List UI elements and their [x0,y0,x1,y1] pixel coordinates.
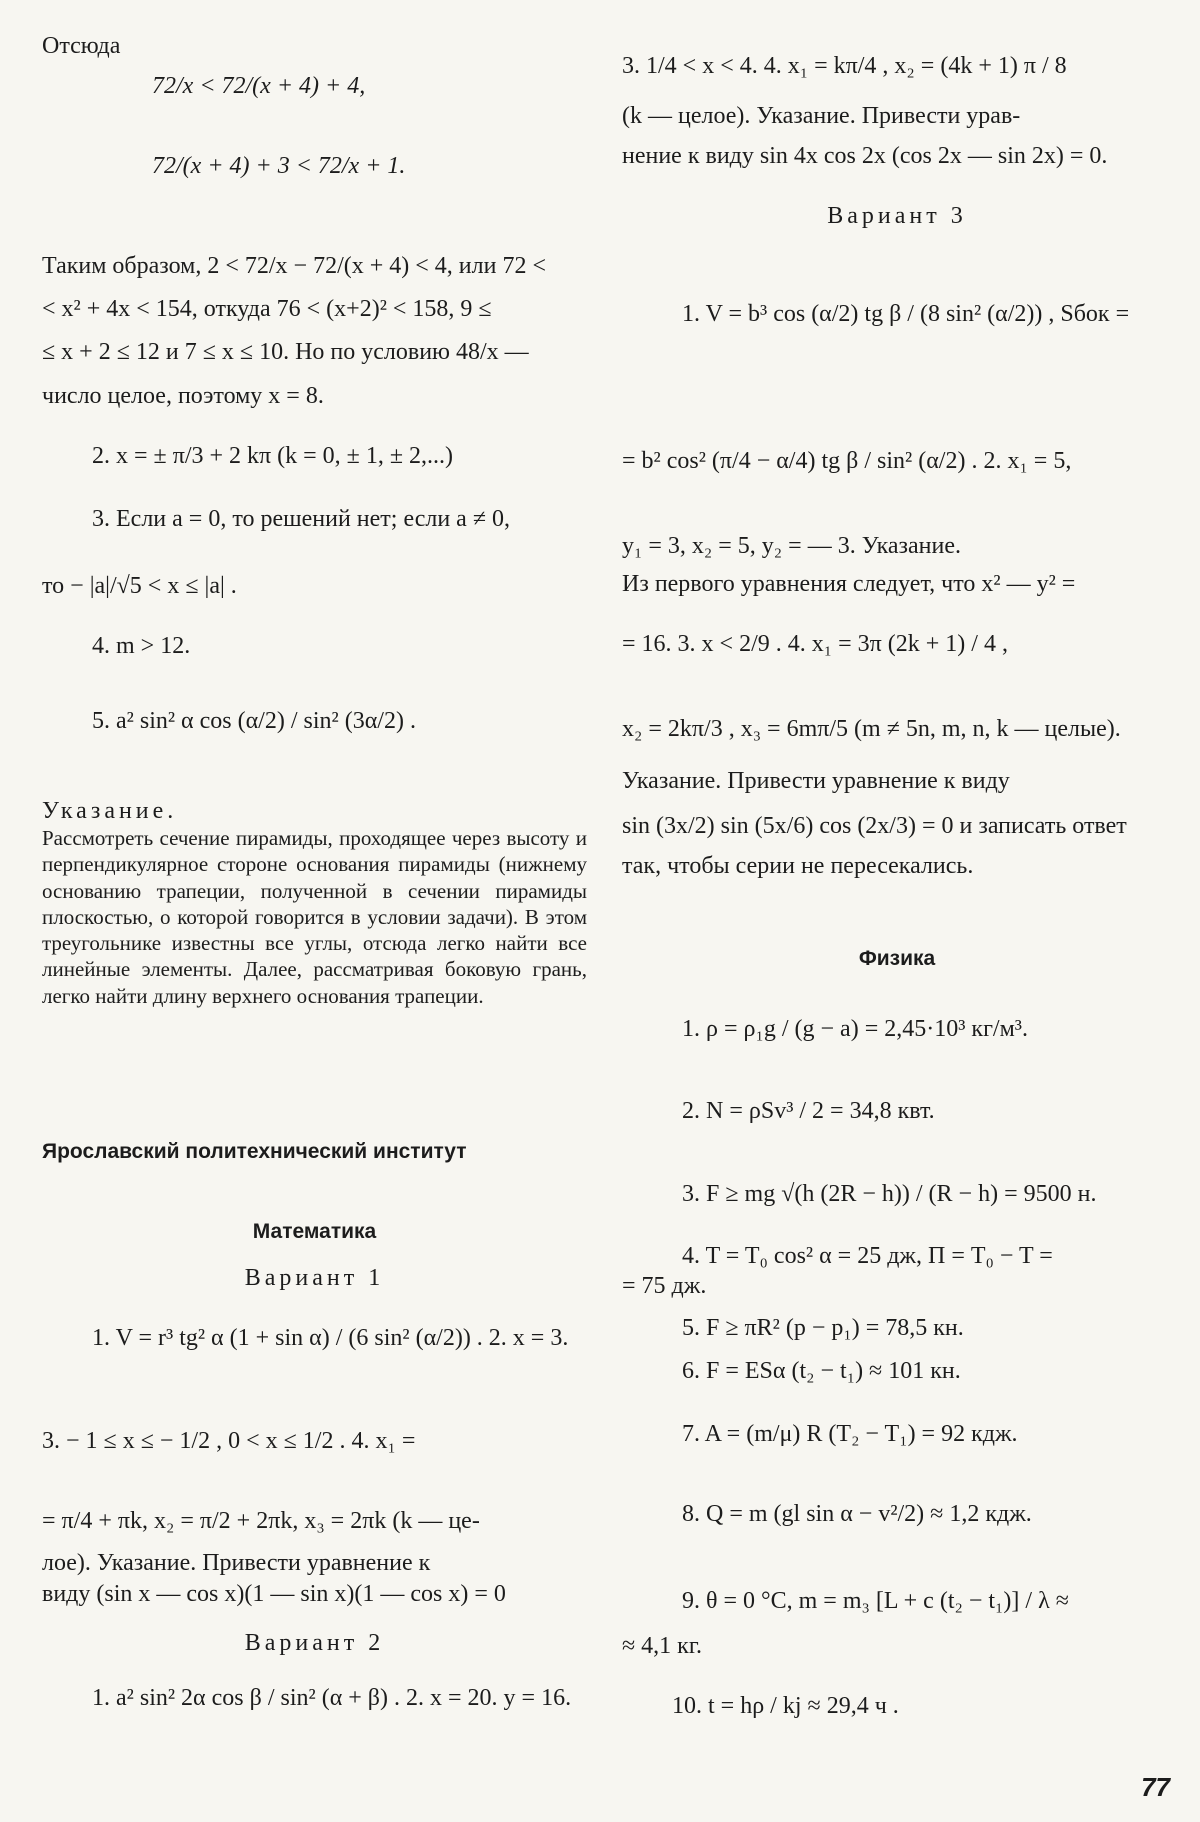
r-v3-ukazanie: Указание. Привести уравнение к виду [622,768,1010,794]
l-v1-answer-4: = π/4 + πk, x₂ = π/2 + 2πk, x₃ = 2πk (k — це- [42,1508,480,1534]
r-physics-8: 8. Q = m (gl sin α − v²/2) ≈ 1,2 кдж. [682,1501,1032,1527]
l-answer-3b: то − |a|/√5 < x ≤ |a| . [42,573,237,599]
l-variant-1: Вариант 1 [244,1265,385,1291]
l-answer-5: 5. a² sin² α cos (α/2) / sin² (3α/2) . [92,708,416,734]
r-physics-3: 3. F ≥ mg √(h (2R − h)) / (R − h) = 9500 н. [682,1181,1097,1207]
r-line-2: (k — целое). Указание. Привести урав- [622,103,1021,129]
l-system-line-1: 72/x < 72/(x + 4) + 4, [152,73,366,99]
l-v1-answer-1: 1. V = r³ tg² α (1 + sin α) / (6 sin² (α/2)) . 2. x = 3. [92,1325,569,1351]
l-ukazanie-heading: Указание. [42,798,178,824]
r-physics-2: 2. N = ρSv³ / 2 = 34,8 квт. [682,1098,935,1124]
r-v3-answer-4: x₂ = 2kπ/3 , x₃ = 6mπ/5 (m ≠ 5n, m, n, k — целые). [622,716,1121,742]
l-para1-line-2: < x² + 4x < 154, откуда 76 < (x+2)² < 158, 9 ≤ [42,296,492,322]
r-v3-answer-2: y₁ = 3, x₂ = 5, y₂ = — 3. Указание. [622,533,962,559]
l-institute-heading: Ярославский политехнический институт [42,1140,467,1163]
r-physics-5: 5. F ≥ πR² (p − p₁) = 78,5 кн. [682,1315,964,1341]
r-physics-1: 1. ρ = ρ₁g / (g − a) = 2,45·10³ кг/м³. [682,1016,1028,1042]
r-physics-6: 6. F = ESα (t₂ − t₁) ≈ 101 кн. [682,1358,961,1384]
l-para1-line-3: ≤ x + 2 ≤ 12 и 7 ≤ x ≤ 10. Но по условию 48/x — [42,339,529,365]
r-line-1: 3. 1/4 < x < 4. 4. x₁ = kπ/4 , x₂ = (4k + 1) π / 8 [622,53,1067,79]
r-physics-4: 4. T = T₀ cos² α = 25 дж, П = T₀ − T = [682,1243,1053,1269]
l-para1-line-4: число целое, поэтому x = 8. [42,383,324,409]
r-v3-answer-1b: = b² cos² (π/4 − α/4) tg β / sin² (α/2) . 2. x₁ = 5, [622,448,1072,474]
l-v1-answer-6: виду (sin x — cos x)(1 — sin x)(1 — cos x) = 0 [42,1581,506,1607]
r-physics-9: 9. θ = 0 °C, m = m₃ [L + c (t₂ − t₁)] / λ ≈ [682,1588,1069,1614]
r-v3-answer-1: 1. V = b³ cos (α/2) tg β / (8 sin² (α/2)) , Sбок = [682,301,1130,327]
r-physics-7: 7. A = (m/μ) R (T₂ − T₁) = 92 кдж. [682,1421,1018,1447]
l-ukazanie-text: Рассмотреть сечение пирамиды, проходящее через высоту и перпендикулярное стороне основания пирамиды (нижнему основанию трапеции, полученной в сечении пирамиды плоскостью, о которой говорится в условии задачи). В этом треугольнике известны все углы, отсюда легко найти все линейные элементы. Далее, рассматривая боковую грань, легко найти длину верхнего основания трапеции. [42,826,587,1008]
page-number: 77 [1141,1772,1170,1802]
r-physics-10: 10. t = hρ / kj ≈ 29,4 ч . [672,1693,899,1719]
r-v3-answer-3: = 16. 3. x < 2/9 . 4. x₁ = 3π (2k + 1) / 4 , [622,631,1008,657]
l-para1-line-1: Таким образом, 2 < 72/x − 72/(x + 4) < 4, или 72 < [42,253,546,279]
l-v1-answer-5: лое). Указание. Привести уравнение к [42,1550,431,1576]
l-v1-answer-3: 3. − 1 ≤ x ≤ − 1/2 , 0 < x ≤ 1/2 . 4. x₁ = [42,1428,416,1454]
r-physics-4b: = 75 дж. [622,1273,707,1299]
r-variant-3: Вариант 3 [827,203,967,229]
l-variant-2: Вариант 2 [244,1630,385,1656]
r-v3-answer-2b: Из первого уравнения следует, что x² — y² = [622,571,1076,597]
l-math-heading: Математика [252,1220,377,1243]
r-v3-ukazanie-2: sin (3x/2) sin (5x/6) cos (2x/3) = 0 и записать ответ [622,813,1127,839]
l-system-line-2: 72/(x + 4) + 3 < 72/x + 1. [152,153,406,179]
l-answer-3: 3. Если a = 0, то решений нет; если a ≠ 0, [92,506,511,532]
l-answer-2: 2. x = ± π/3 + 2 kπ (k = 0, ± 1, ± 2,...) [92,443,454,469]
l-v2-answer-1: 1. a² sin² 2α cos β / sin² (α + β) . 2. x = 20. y = 16. [92,1685,572,1711]
r-v3-ukazanie-3: так, чтобы серии не пересекались. [622,853,974,879]
l-answer-4: 4. m > 12. [92,633,191,659]
l-otsyuda: Отсюда [42,33,121,59]
r-physics-9b: ≈ 4,1 кг. [622,1633,702,1659]
r-physics-heading: Физика [858,947,936,970]
r-line-3: нение к виду sin 4x cos 2x (cos 2x — sin 2x) = 0. [622,143,1108,169]
